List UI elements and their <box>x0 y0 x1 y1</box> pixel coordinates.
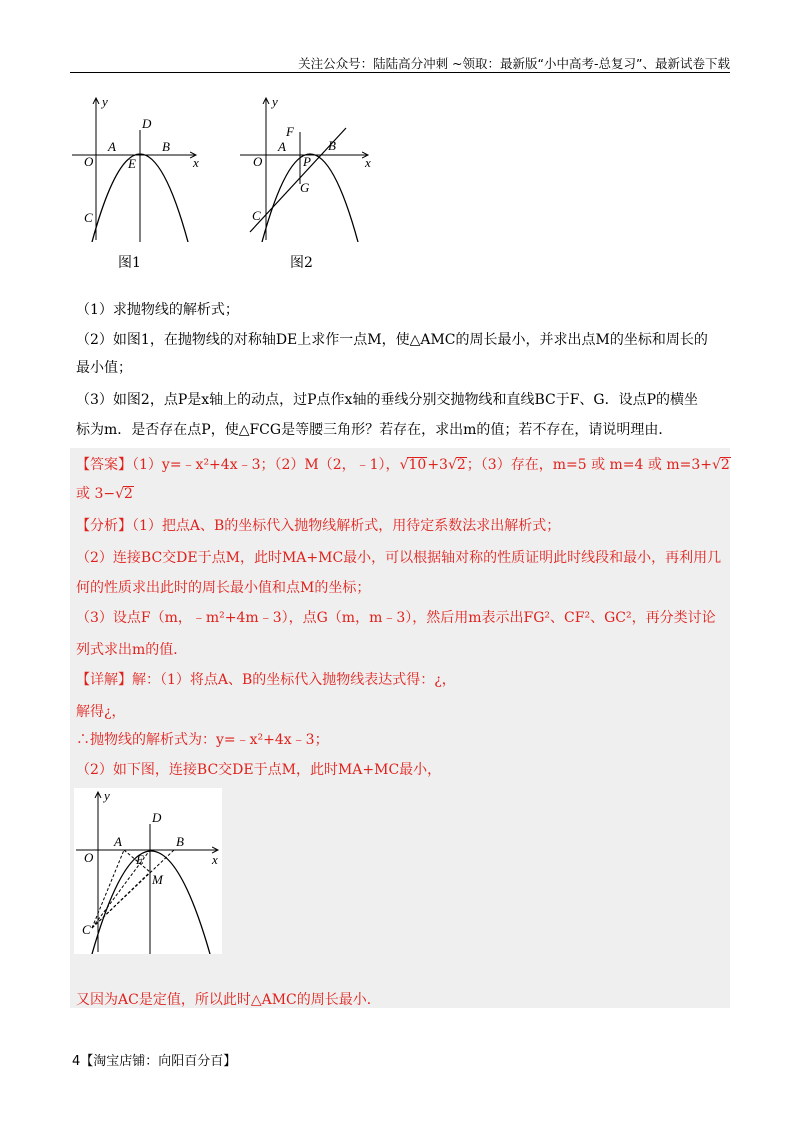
answer-plus-3: +3 <box>427 457 448 473</box>
label-x: x <box>212 852 218 867</box>
analysis-line-1 <box>76 516 560 536</box>
label-b: B <box>162 139 170 154</box>
analysis-line-5: 列式求出m的值． <box>76 642 188 658</box>
label-e: E <box>128 156 136 171</box>
page-footer <box>72 1050 236 1069</box>
label-y: y <box>272 94 278 109</box>
detail-line-1 <box>76 670 456 690</box>
question-2-line-1: （2）如图1，在抛物线的对称轴DE上求作一点M，使△AMC的周长最小，并求出点M的坐标和周长的 <box>76 332 708 348</box>
answer-part-1: （1）y=﹣x²+4x﹣3；（2）M（2，﹣1）， <box>132 457 400 473</box>
answer-sqrt-2: 2 <box>456 457 466 473</box>
question-3-line-2: 标为m．是否存在点P，使△FCG是等腰三角形？若存在，求出m的值；若不存在，请说明理由． <box>76 422 673 438</box>
detail-line-4: （2）如下图，连接BC交DE于点M，此时MA+MC最小， <box>76 762 442 778</box>
question-2-line-2: 最小值； <box>76 360 132 376</box>
page-header <box>70 56 730 73</box>
figure-1 <box>68 92 208 242</box>
label-o: O <box>84 850 94 865</box>
analysis-line-3: 何的性质求出此时的周长最小值和点M的坐标； <box>76 580 371 596</box>
figure-2-caption: 图2 <box>290 255 313 271</box>
answer-part-3: ；（3）存在，m=5 或 m=4 或 m=3+ <box>466 457 712 473</box>
detail-line-2: 解得¿， <box>76 704 126 720</box>
figure-2 <box>236 92 376 242</box>
label-a: A <box>114 834 122 849</box>
label-a: A <box>108 139 116 154</box>
answer-line-1: 【答案】（1）y=﹣x²+4x﹣3；（2）M（2，﹣1），√10+3√2；（3）存在，m=5 或 m=4 或 m=3+√2 <box>76 457 730 473</box>
label-x: x <box>365 155 371 170</box>
label-a: A <box>278 139 286 154</box>
question-1: （1）求抛物线的解析式； <box>76 302 239 318</box>
figure-1-graph <box>68 92 208 242</box>
detail-part-1: 解：（1）将点A、B的坐标代入抛物线表达式得：¿， <box>132 672 456 688</box>
parabola <box>92 851 210 954</box>
header-text: 关注公众号：陆陆高分冲刺 ~领取：最新版“小中高考-总复习”、最新试卷下载 <box>298 56 730 71</box>
label-e: E <box>136 852 144 867</box>
label-b: B <box>176 834 184 849</box>
analysis-tag: 【分析】 <box>76 518 132 534</box>
answer-sqrt-2c: 2 <box>124 486 133 502</box>
figure-2-graph <box>236 92 376 242</box>
label-b: B <box>328 138 336 153</box>
label-g: G <box>300 180 310 195</box>
label-c: C <box>252 208 261 223</box>
label-y: y <box>104 788 110 803</box>
label-d: D <box>142 116 152 131</box>
label-c: C <box>82 922 91 937</box>
label-f: F <box>286 124 294 139</box>
label-y: y <box>102 94 108 109</box>
label-o: O <box>253 154 263 169</box>
answer-sqrt-10: 10 <box>408 457 427 473</box>
label-o: O <box>84 154 94 169</box>
analysis-line-2: （2）连接BC交DE于点M，此时MA+MC最小，可以根据轴对称的性质证明此时线段和最小，再利用几 <box>76 550 722 566</box>
answer-or: 或 3− <box>76 486 116 502</box>
label-m: M <box>152 872 163 887</box>
question-3-line-1: （3）如图2，点P是x轴上的动点，过P点作x轴的垂线分别交抛物线和直线BC于F、G．设点P的横坐 <box>76 392 699 408</box>
answer-line-2: 或 3−√2 <box>76 486 133 502</box>
detail-line-5: 又因为AC是定值，所以此时△AMC的周长最小． <box>76 992 381 1008</box>
label-c: C <box>84 210 93 225</box>
detail-line-3: ∴抛物线的解析式为：y=﹣x²+4x﹣3； <box>76 732 329 748</box>
answer-sqrt-2b: 2 <box>720 457 730 473</box>
line-cb <box>92 850 174 928</box>
detail-tag: 【详解】 <box>76 672 132 688</box>
label-d: D <box>152 810 162 825</box>
figure-3 <box>74 788 222 954</box>
shop-name: 【淘宝店铺：向阳百分百】 <box>80 1054 237 1069</box>
page-number: 4 <box>72 1054 81 1069</box>
figure-1-caption: 图1 <box>118 255 141 271</box>
figure-3-graph <box>74 788 222 954</box>
analysis-part-1: （1）把点A、B的坐标代入抛物线解析式，用待定系数法求出解析式； <box>132 518 561 534</box>
answer-tag: 【答案】 <box>76 457 132 473</box>
line-ca <box>92 850 124 928</box>
analysis-line-4: （3）设点F（m，﹣m²+4m﹣3），点G（m，m﹣3），然后用m表示出FG²、CF²、GC²，再分类讨论 <box>76 610 716 626</box>
label-x: x <box>193 155 199 170</box>
label-p: P <box>303 154 311 169</box>
